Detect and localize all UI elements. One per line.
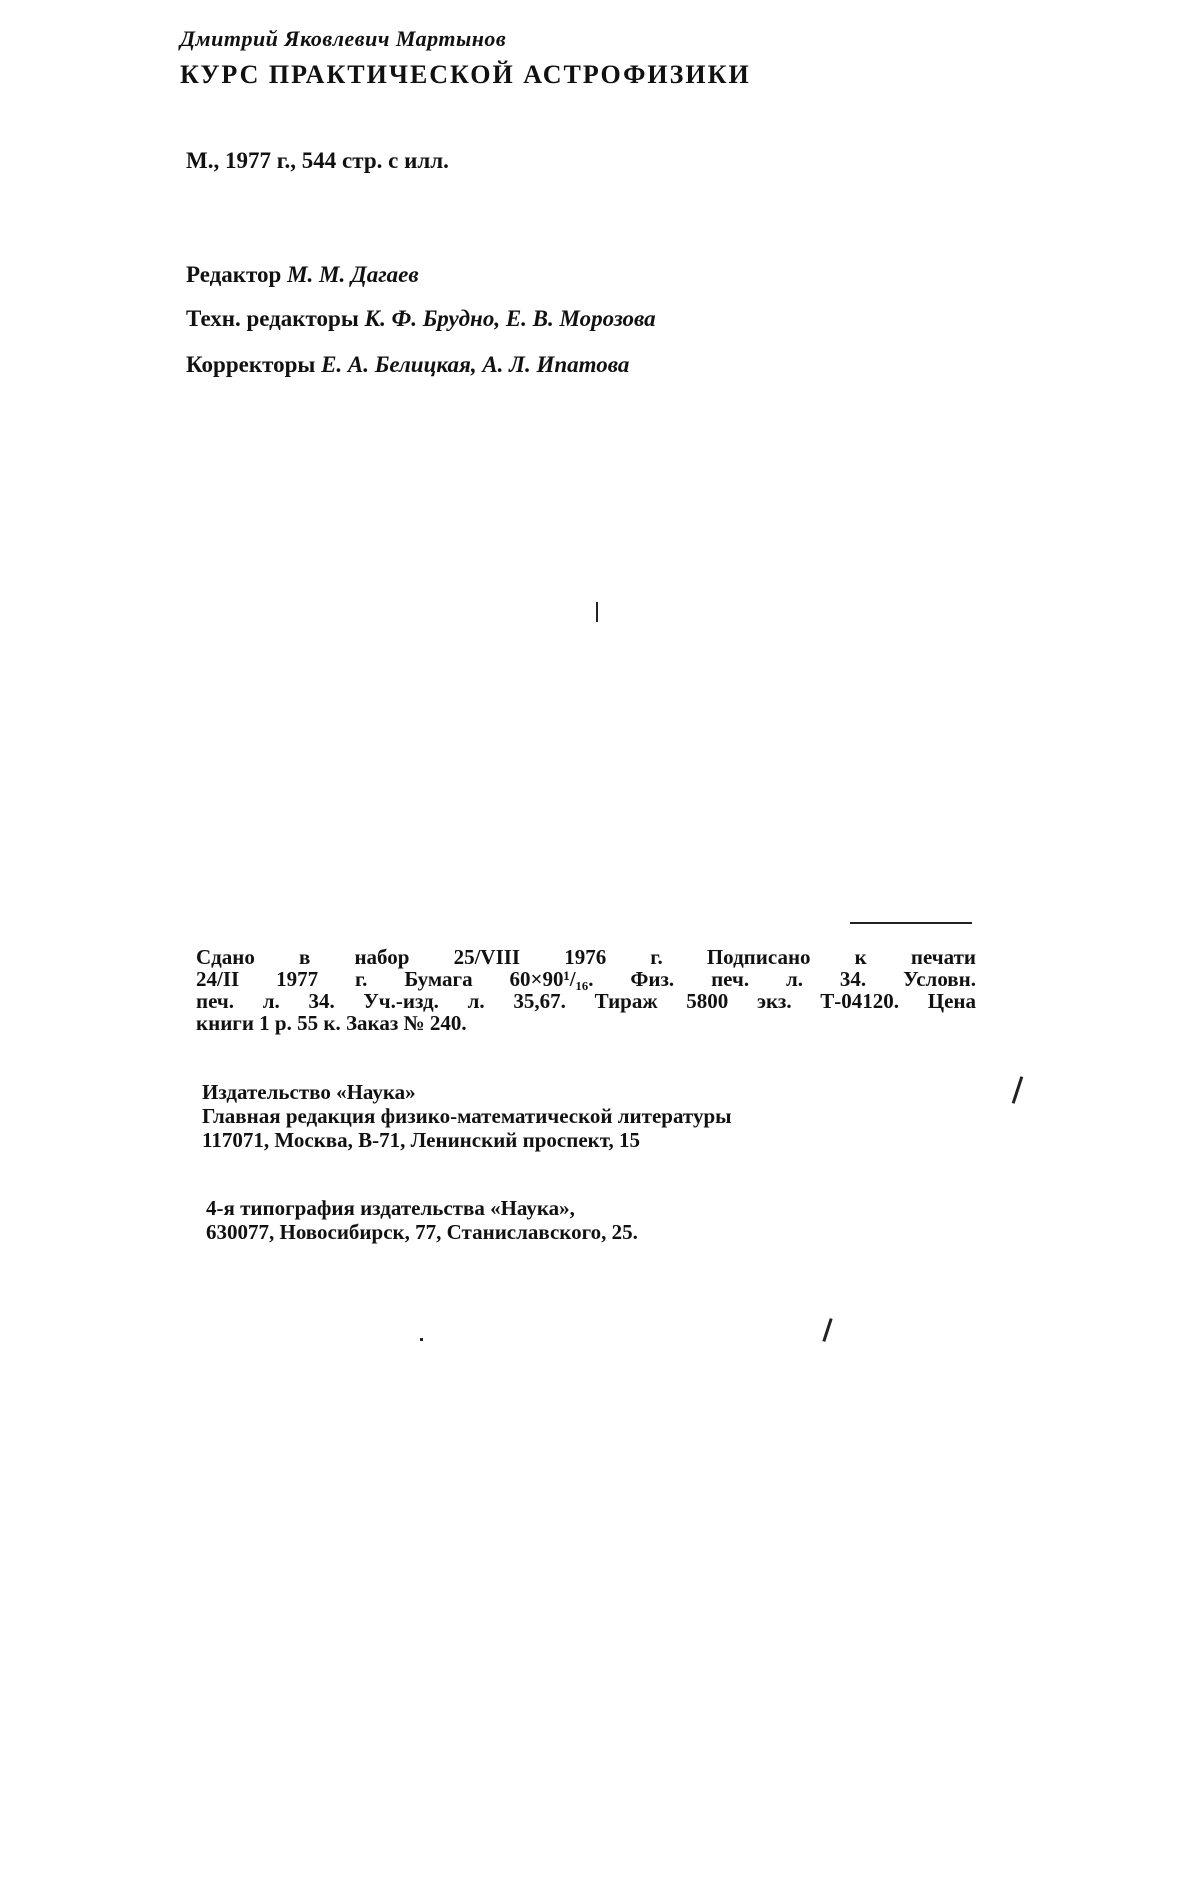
printer-block xyxy=(206,1196,638,1244)
credit-names: К. Ф. Брудно, Е. В. Морозова xyxy=(364,306,656,331)
credit-tech-editors xyxy=(186,306,656,332)
publisher-block xyxy=(202,1080,732,1152)
publication-data-line: печ. л. 34. Уч.-изд. л. 35,67. Тираж 5800 экз. Т-04120. Цена xyxy=(196,989,976,1013)
printer-address: 630077, Новосибирск, 77, Станиславского, 25. xyxy=(206,1220,638,1244)
scan-speck xyxy=(596,602,598,622)
publication-data xyxy=(196,946,976,1034)
author-name: Дмитрий Яковлевич Мартынов xyxy=(180,26,507,51)
credit-role: Редактор xyxy=(186,262,282,287)
publication-data-line: Сдано в набор 25/VIII 1976 г. Подписано к печати xyxy=(196,945,976,969)
scan-speck xyxy=(822,1318,832,1342)
book-title: КУРС ПРАКТИЧЕСКОЙ АСТРОФИЗИКИ xyxy=(180,60,751,89)
scan-speck xyxy=(1012,1076,1024,1104)
credit-role: Корректоры xyxy=(186,352,316,377)
publisher-name: Издательство «Наука» xyxy=(202,1080,416,1104)
publisher-address: 117071, Москва, В-71, Ленинский проспект, 15 xyxy=(202,1128,640,1152)
credit-names: Е. А. Белицкая, А. Л. Ипатова xyxy=(321,352,630,377)
credit-names: М. М. Дагаев xyxy=(287,262,419,287)
credit-role: Техн. редакторы xyxy=(186,306,359,331)
scan-rule xyxy=(850,922,972,924)
publication-data-line: 24/II 1977 г. Бумага 60×90¹/₁₆. Физ. печ. л. 34. Условн. xyxy=(196,967,976,991)
credit-proofreaders xyxy=(186,352,629,378)
credit-editor xyxy=(186,262,419,288)
publisher-division: Главная редакция физико-математической литературы xyxy=(202,1104,732,1128)
imprint-line: М., 1977 г., 544 стр. с илл. xyxy=(186,148,449,173)
publication-data-line: книги 1 р. 55 к. Заказ № 240. xyxy=(196,1011,467,1035)
scan-speck xyxy=(420,1338,423,1341)
printer-name: 4-я типография издательства «Наука», xyxy=(206,1196,575,1220)
